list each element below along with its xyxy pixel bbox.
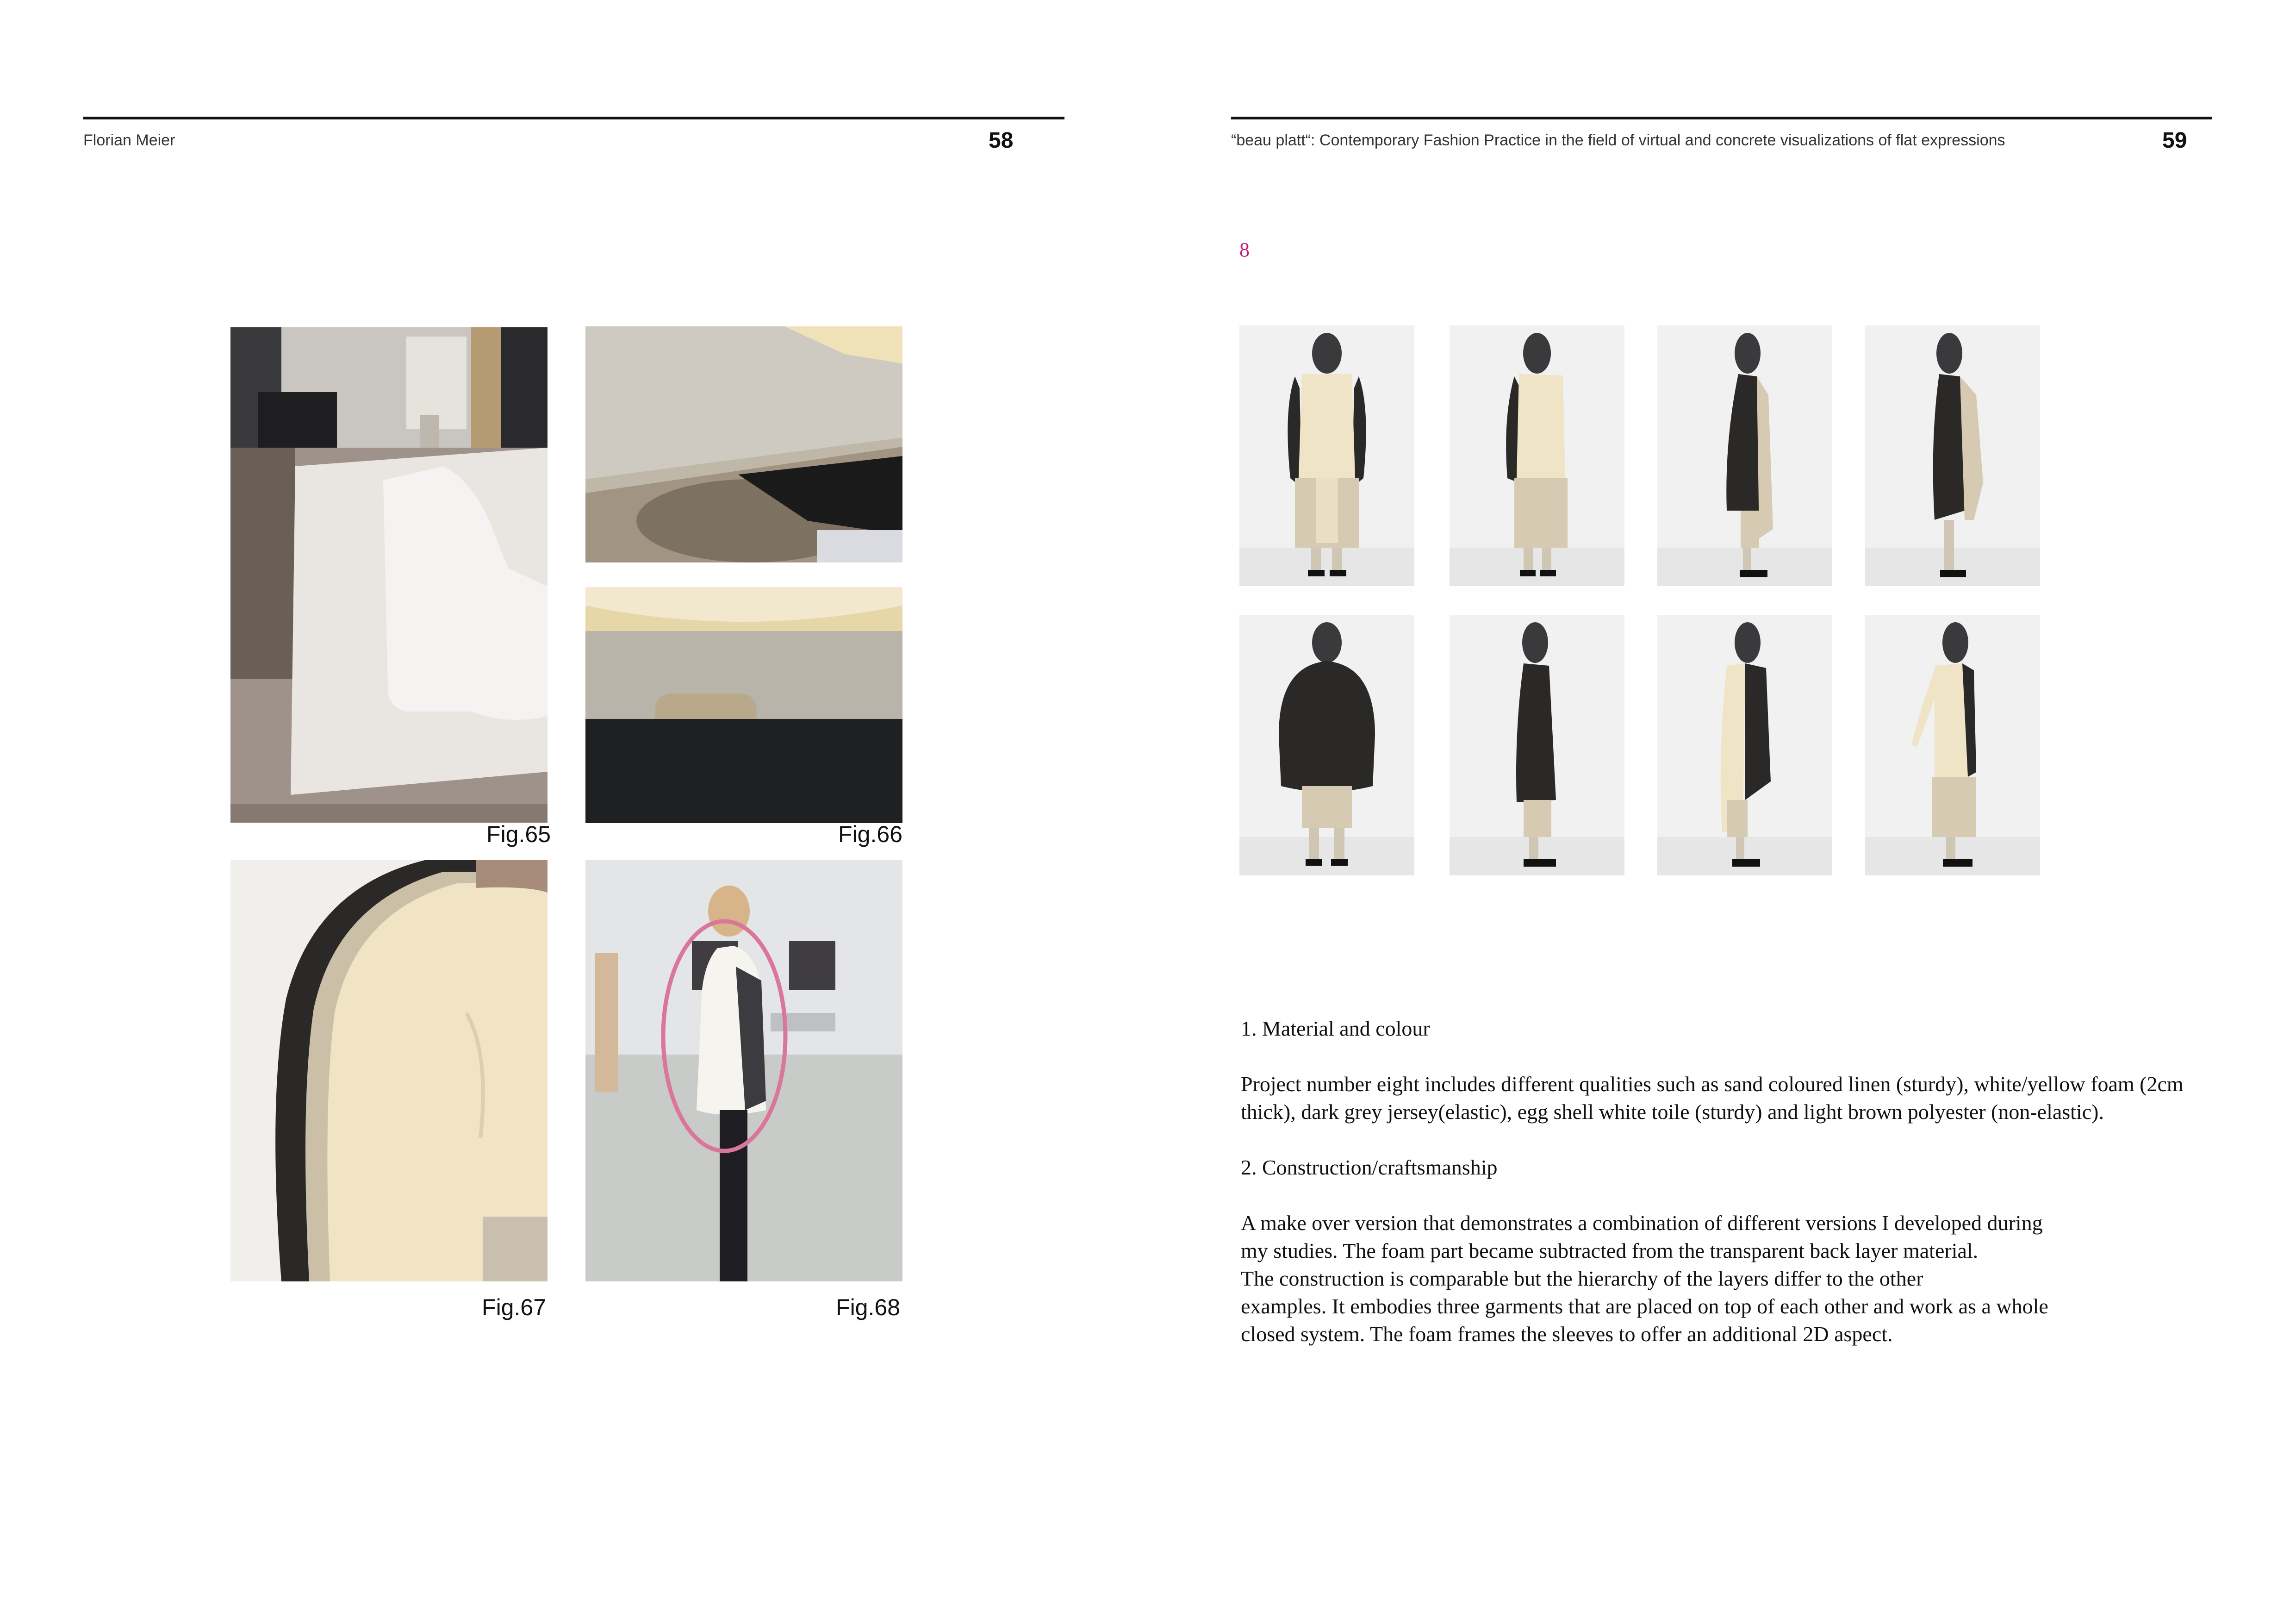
figure-68-photo <box>585 860 902 1281</box>
figure-65-label: Fig.65 <box>486 821 551 847</box>
author-name: Florian Meier <box>83 131 175 149</box>
header-rule <box>83 117 1064 119</box>
paragraph-material: Project number eight includes different qualities such as sand coloured linen (sturdy), white/yellow foam (2cm thick), dark grey jersey(elastic), egg shell white toile (sturdy) and light brown polyester (non-elastic). <box>1241 1072 2184 1124</box>
right-page <box>1148 0 2296 1624</box>
figure-67-label: Fig.67 <box>482 1294 546 1320</box>
figure-67-photo <box>230 860 548 1281</box>
body-text <box>1241 1015 2190 1376</box>
lookbook-photo-side-3 <box>1657 615 1832 875</box>
figure-66-photo-bottom <box>585 587 902 823</box>
figure-68-label: Fig.68 <box>836 1294 900 1320</box>
lookbook-photo-back <box>1239 615 1414 875</box>
lookbook-photo-three-quarter <box>1865 615 2040 875</box>
header-rule <box>1231 117 2212 119</box>
section-heading-construction: 2. Construction/craftsmanship <box>1241 1156 1498 1179</box>
paragraph-line: closed system. The foam frames the sleeves to offer an additional 2D aspect. <box>1241 1322 1893 1346</box>
paragraph-line: my studies. The foam part became subtracted from the transparent back layer material. <box>1241 1239 1979 1262</box>
lookbook-photo-side-2 <box>1450 615 1624 875</box>
paragraph-line: The construction is comparable but the hierarchy of the layers differ to the other <box>1241 1267 1923 1290</box>
page-number: 58 <box>989 128 1014 153</box>
figure-66-label: Fig.66 <box>838 821 902 847</box>
lookbook-photo-three-quarter-front <box>1450 325 1624 586</box>
paragraph-line: A make over version that demonstrates a combination of different versions I developed during <box>1241 1211 2043 1235</box>
chapter-number: 8 <box>1239 238 1250 261</box>
running-title: “beau platt“: Contemporary Fashion Practice in the field of virtual and concrete visualizations of flat expressions <box>1231 131 2005 149</box>
figure-65-photo <box>230 327 548 823</box>
lookbook-photo-side-back <box>1865 325 2040 586</box>
section-heading-material: 1. Material and colour <box>1241 1017 1430 1040</box>
figure-66-photo-top <box>585 326 902 562</box>
page-number: 59 <box>2162 128 2187 153</box>
lookbook-photo-side <box>1657 325 1832 586</box>
paragraph-line: examples. It embodies three garments that are placed on top of each other and work as a whole <box>1241 1294 2048 1318</box>
paragraph-construction <box>1241 1209 2190 1348</box>
lookbook-photo-front <box>1239 325 1414 586</box>
